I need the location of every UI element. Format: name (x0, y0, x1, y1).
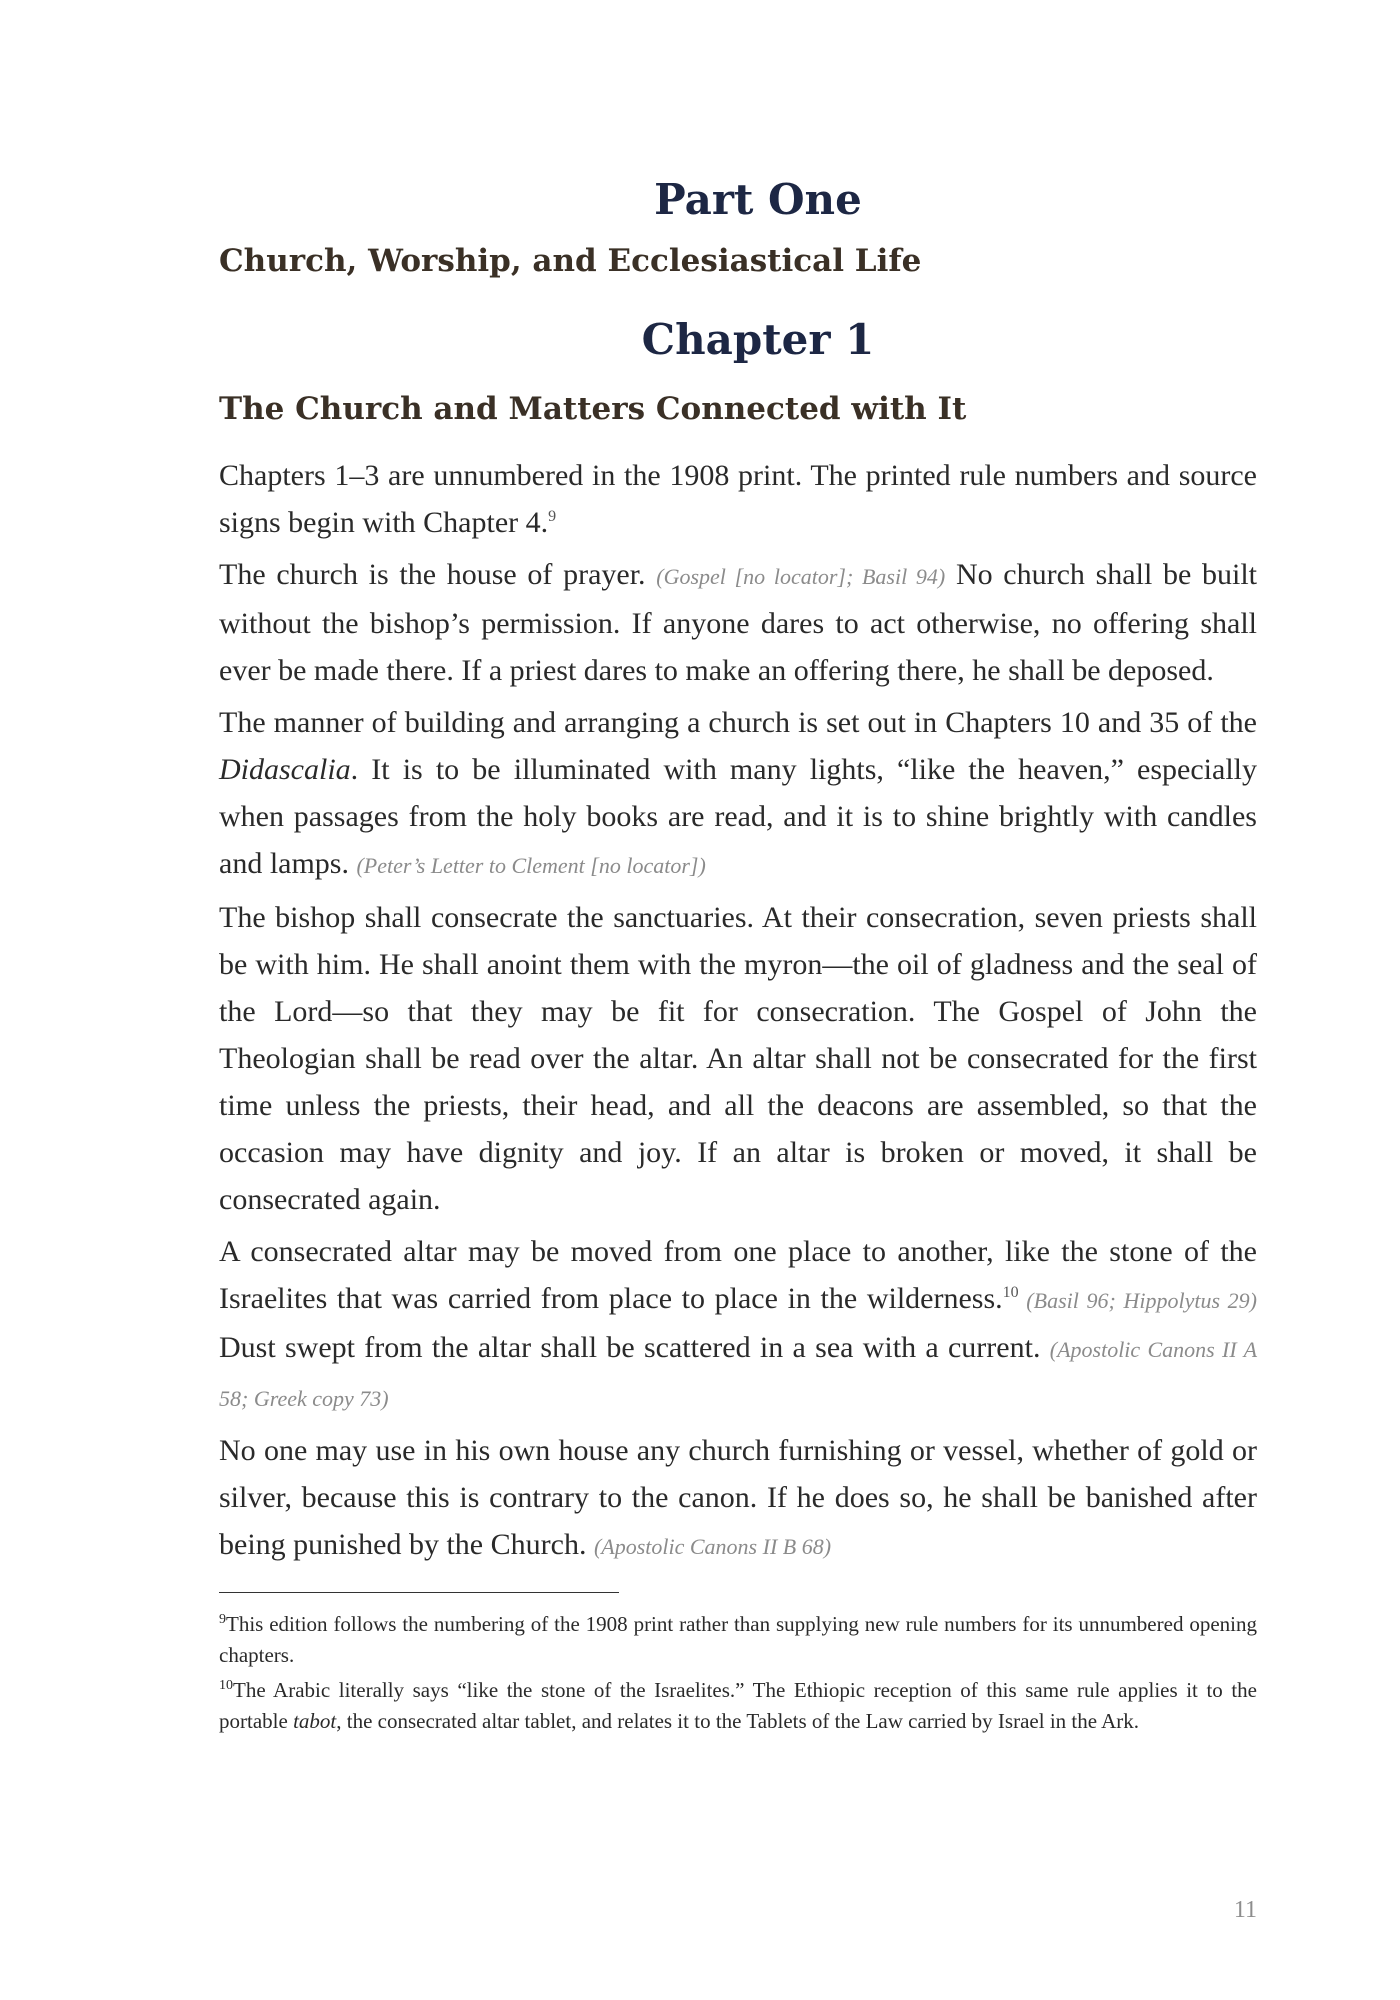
paragraph-text: Dust swept from the altar shall be scattered in a sea with a current. (219, 1331, 1050, 1364)
paragraph-text: The bishop shall consecrate the sanctuaries. At their consecration, seven priests shall be with him. He shall anoint them with the myron—the oil of gladness and the seal of the Lord—so that they may be fit for consecration. The Gospel of John the Theologian shall be read over the altar. An altar shall not be consecrated for the first time unless the priests, their head, and all the deacons are assembled, so that the occasion may have dignity and joy. If an altar is broken or moved, it shall be consecrated again. (219, 901, 1257, 1216)
chapter-subtitle: The Church and Matters Connected with It (219, 391, 967, 427)
paragraph-text: . It is to be illuminated with many lights, “like the heaven,” especially when passages from the holy books are read, and it is to shine brightly with candles and lamps. (219, 753, 1257, 880)
footnote-9 (219, 1609, 1257, 1671)
page-number: 11 (1233, 1897, 1257, 1923)
work-title: Didascalia (219, 753, 351, 786)
source-citation: (Apostolic Canons II A 58; Greek copy 73) (219, 1337, 1258, 1411)
footnote-mark: 9 (219, 1612, 226, 1627)
footnote-text: This edition follows the numbering of the 1908 print rather than supplying new rule numbers for its unnumbered opening chapters. (219, 1612, 1257, 1667)
paragraph-5 (219, 1228, 1257, 1422)
paragraph-6 (219, 1427, 1257, 1570)
paragraph-4 (219, 894, 1257, 1223)
paragraph-text: No one may use in his own house any church furnishing or vessel, whether of gold or silver, because this is contrary to the canon. If he does so, he shall be banished after being punished by the Church. (219, 1434, 1257, 1561)
footnote-divider (219, 1592, 619, 1593)
body-text (219, 452, 1257, 1570)
footnote-mark: 10 (219, 1678, 233, 1693)
paragraph-1 (219, 452, 1257, 546)
source-citation: (Gospel [no locator]; Basil 94) (656, 564, 946, 589)
footnotes (219, 1609, 1257, 1737)
footnote-text: The Arabic literally says “like the stone of the Israelites.” The Ethiopic reception of this same rule applies it to the portable (219, 1678, 1257, 1733)
paragraph-2 (219, 551, 1257, 694)
footnote-term: tabot (293, 1709, 337, 1733)
source-citation: (Basil 96; Hippolytus 29) (1018, 1288, 1257, 1313)
part-subtitle: Church, Worship, and Ecclesiastical Life (219, 243, 922, 279)
paragraph-text: No church shall be built without the bishop’s permission. If anyone dares to act otherwise, no offering shall ever be made there. If a priest dares to make an offering there, he shall be deposed. (219, 558, 1258, 687)
page-content (219, 170, 1257, 1741)
part-title: Part One (654, 175, 862, 224)
footnote-10 (219, 1675, 1257, 1737)
chapter-title: Chapter 1 (641, 315, 875, 364)
paragraph-3 (219, 699, 1257, 889)
paragraph-text: A consecrated altar may be moved from one place to another, like the stone of the Israelites that was carried from place to place in the wilderness. (219, 1235, 1257, 1315)
paragraph-text: The church is the house of prayer. (219, 558, 657, 591)
footnote-ref-10[interactable]: 10 (1002, 1284, 1019, 1301)
source-citation: (Apostolic Canons II B 68) (593, 1534, 832, 1559)
footnote-ref-9[interactable]: 9 (548, 508, 557, 525)
paragraph-text: The manner of building and arranging a church is set out in Chapters 10 and 35 of the (219, 706, 1257, 739)
footnote-text: , the consecrated altar tablet, and relates it to the Tablets of the Law carried by Israel in the Ark. (336, 1709, 1140, 1733)
source-citation: (Peter’s Letter to Clement [no locator]) (356, 853, 706, 878)
paragraph-text: Chapters 1–3 are unnumbered in the 1908 print. The printed rule numbers and source signs begin with Chapter 4. (219, 459, 1257, 539)
